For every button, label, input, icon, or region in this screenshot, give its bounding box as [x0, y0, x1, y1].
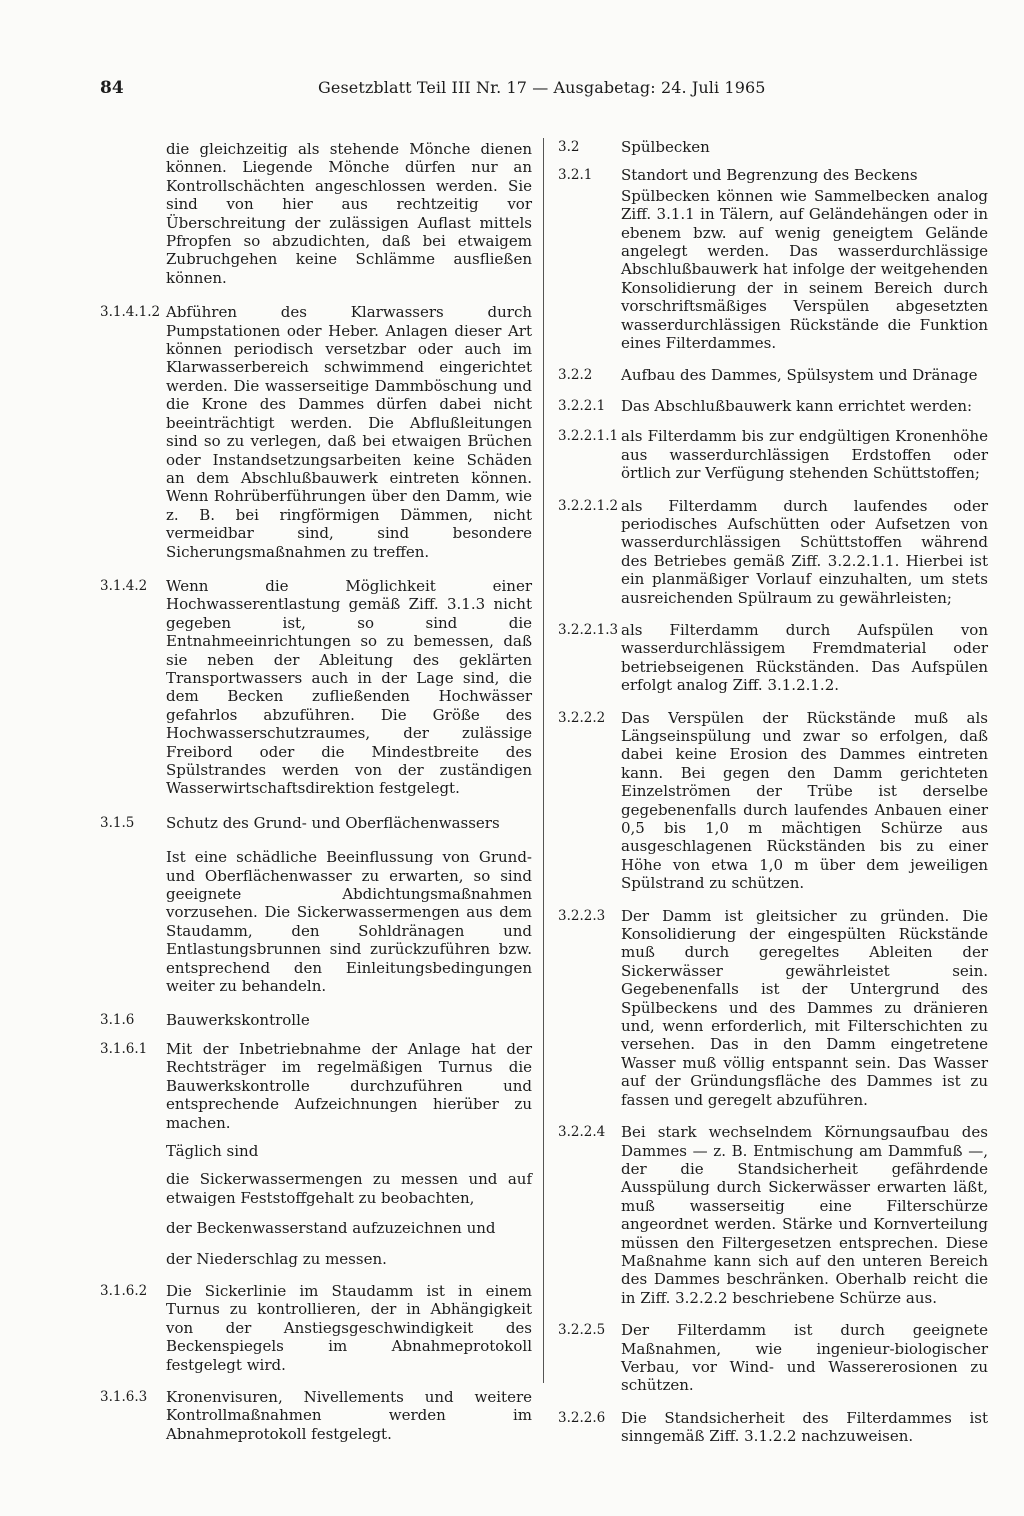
section-3-2-2-1-3: [558, 621, 988, 695]
section-3-1-6-1: [100, 1040, 532, 1132]
section-text: Das Verspülen der Rückstände muß als Längseinspülung und zwar so erfolgen, daß dabei keine Erosion des Dammes eintreten kann. Bei gegen den Damm gerichteten Einzelströmen der Trübe ist derselbe gegebenenfalls durch laufendes Anbauen einer 0,5 bis 1,0 m mächtigen Schürze aus ausgeschlagenen Rückständen bis zu einer Höhe von etwa 1,0 m über dem jeweiligen Spülstrand zu schützen.: [621, 708, 988, 893]
section-number: 3.1.6.3: [100, 1388, 148, 1405]
section-number: 3.2.2.1.1: [558, 428, 619, 445]
section-number: 3.1.5: [100, 814, 135, 831]
section-number: 3.1.6: [100, 1012, 135, 1029]
section-3-2-2-1: [558, 397, 988, 415]
continuation-paragraph: die gleichzeitig als stehende Mönche dienen können. Liegende Mönche dürfen nur an Kontrollschächten angeschlossen werden. Sie sind von hier aus rechtzeitig vor Überschreitung der zulässigen Auflast mittels Pfropfen so abzudichten, daß bei etwaigem Zubruchgehen keine Schlämme ausfließen können.: [166, 140, 532, 287]
section-3-2-2-2: [558, 709, 988, 893]
daily-item: der Niederschlag zu messen.: [166, 1249, 387, 1268]
right-column: [558, 138, 988, 1446]
section-number: 3.2.2.1.2: [558, 497, 619, 514]
section-3-2-2-1-2: [558, 497, 988, 607]
section-3-2-2-6: [558, 1409, 988, 1446]
section-3-1-6-2: [100, 1282, 532, 1374]
section-text: Ist eine schädliche Beeinflussung von Grund- und Oberflächenwasser zu erwarten, so sind geeignete Abdichtungsmaßnahmen vorzusehen. Die Sickerwassermengen aus dem Staudamm, den Sohldränagen und Entlastungsbrunnen sind zurückzuführen bzw. entsprechend den Einleitungsbedingungen weiter zu behandeln.: [166, 848, 532, 996]
section-3-2-2-4: [558, 1123, 988, 1307]
section-number: 3.2.2.4: [558, 1124, 606, 1141]
section-3-1-6: [100, 1011, 532, 1029]
daily-item: die Sickerwassermengen zu messen und auf etwaigen Feststoffgehalt zu beobachten,: [166, 1170, 532, 1207]
section-number: 3.2.2.6: [558, 1409, 606, 1426]
section-number: 3.2.2.5: [558, 1322, 606, 1339]
section-text: Wenn die Möglichkeit einer Hochwasserentlastung gemäß Ziff. 3.1.3 nicht gegeben ist, so sind die Entnahmeeinrichtungen so zu bemessen, daß sie neben der Ableitung des geklärten Transportwassers auch in der Lage sind, die dem Becken zufließenden Hochwässer gefahrlos abzuführen. Die Größe des Hochwasserschutzraumes, der zulässige Freibord oder die Mindestbreite des Spülstrandes werden von der zuständigen Wasserwirtschaftsdirektion festgelegt.: [166, 576, 532, 798]
section-number: 3.1.6.2: [100, 1282, 148, 1299]
section-number: 3.2.2: [558, 367, 593, 384]
section-3-2-2-3: [558, 907, 988, 1109]
page-number: 84: [100, 78, 124, 98]
section-text: Das Abschlußbauwerk kann errichtet werden:: [621, 396, 973, 415]
section-3-1-5: [100, 814, 532, 832]
section-3-2-2-5: [558, 1321, 988, 1395]
daily-item: der Beckenwasserstand aufzuzeichnen und: [166, 1219, 496, 1238]
section-text: Die Standsicherheit des Filterdammes ist sinngemäß Ziff. 3.1.2.2 nachzuweisen.: [621, 1408, 988, 1446]
section-heading: Standort und Begrenzung des Beckens: [621, 166, 918, 185]
section-text: als Filterdamm bis zur endgültigen Kronenhöhe aus wasserdurchlässigen Erdstoffen oder örtlich zur Verfügung stehenden Schüttstoffen;: [621, 427, 988, 483]
section-text: Die Sickerlinie im Staudamm ist in einem Turnus zu kontrollieren, der in Abhängigkeit von der Anstiegsgeschwindigkeit des Beckenspiegels im Abnahmeprotokoll festgelegt wird.: [166, 1281, 532, 1374]
section-number: 3.2.2.3: [558, 907, 606, 924]
section-text: als Filterdamm durch Aufspülen von wasserdurchlässigem Fremdmaterial oder betriebseigenen Rückständen. Das Aufspülen erfolgt analog Ziff. 3.1.2.1.2.: [621, 620, 988, 695]
section-text: als Filterdamm durch laufendes oder periodisches Aufschütten oder Aufsetzen von wasserdurchlässigen Schüttstoffen während des Betriebes gemäß Ziff. 3.2.2.1.1. Hierbei ist ein planmäßiger Vorlauf einzuhalten, um stets ausreichenden Spülraum zu gewährleisten;: [621, 496, 988, 607]
running-head: Gesetzblatt Teil III Nr. 17 — Ausgabetag: 24. Juli 1965: [318, 78, 766, 97]
section-text: Spülbecken können wie Sammelbecken analog Ziff. 3.1.1 in Tälern, auf Geländehängen oder in ebenem bzw. auf wenig geneigtem Gelände angelegt werden. Das wasserdurchlässige Abschlußbauwerk hat infolge der weitgehenden Konsolidierung der in seinem Bereich durch vorschriftsmäßiges Verspülen abgesetzten wasserdurchlässigen Rückstände die Funktion eines Filterdammes.: [621, 186, 988, 353]
section-3-2-2-1-1: [558, 427, 988, 482]
section-text: Der Damm ist gleitsicher zu gründen. Die Konsolidierung der eingespülten Rückstände muß durch geregeltes Ableiten der Sickerwässer gewährleistet sein. Gegebenenfalls ist der Untergrund des Spülbeckens und des Dammes zu dränieren und, wenn erforderlich, mit Filterschichten zu versehen. Das in den Damm eingetretene Wasser muß völlig entspannt sein. Das Wasser auf der Gründungsfläche des Dammes ist zu fassen und geregelt abzuführen.: [621, 906, 988, 1109]
section-3-1-4-2: [100, 577, 532, 798]
daily-intro: Täglich sind: [166, 1141, 259, 1160]
section-heading: Aufbau des Dammes, Spülsystem und Dränage: [621, 366, 978, 385]
section-number: 3.2.2.1: [558, 397, 606, 414]
section-text: Kronenvisuren, Nivellements und weitere Kontrollmaßnahmen werden im Abnahmeprotokoll festgelegt.: [166, 1387, 532, 1443]
section-number: 3.2.1: [558, 167, 593, 184]
section-heading: Schutz des Grund- und Oberflächenwassers: [166, 813, 500, 832]
column-divider: [543, 138, 544, 1383]
section-3-2-2: [558, 366, 988, 384]
section-3-2: [558, 138, 988, 156]
section-text: Abführen des Klarwassers durch Pumpstationen oder Heber. Anlagen dieser Art können periodisch versetzbar oder auch im Klarwasserbereich schwimmend eingerichtet werden. Die wasserseitige Dammböschung und die Krone des Dammes dürfen dabei nicht beeinträchtigt werden. Die Abflußleitungen sind so zu verlegen, daß bei etwaigen Brüchen oder Instandsetzungsarbeiten keine Schäden an dem Abschlußbauwerk eintreten können. Wenn Rohrüberführungen über den Damm, wie z. B. bei ringförmigen Dämmen, nicht vermeidbar sind, sind besondere Sicherungsmaßnahmen zu treffen.: [166, 303, 532, 561]
section-3-2-1: [558, 166, 988, 184]
left-column: [100, 140, 532, 1443]
section-number: 3.2: [558, 139, 580, 155]
section-3-1-4-1-2: [100, 303, 532, 561]
section-text: Bei stark wechselndem Körnungsaufbau des Dammes — z. B. Entmischung am Dammfuß —, der die Standsicherheit gefährdende Ausspülung durch Sickerwässer erwarten läßt, muß wasserseitig eine Filterschürze angeordnet werden. Stärke und Kornverteilung müssen den Filtergesetzen entsprechen. Diese Maßnahme kann sich auf den unteren Bereich des Dammes beschränken. Oberhalb reicht die in Ziff. 3.2.2.2 beschriebene Schürze aus.: [621, 1123, 988, 1307]
section-number: 3.1.4.1.2: [100, 304, 161, 321]
section-number: 3.1.4.2: [100, 577, 148, 594]
section-text: Der Filterdamm ist durch geeignete Maßnahmen, wie ingenieur-biologischer Verbau, vor Wind- und Wassererosionen zu schützen.: [621, 1321, 988, 1395]
section-heading: Spülbecken: [621, 138, 710, 156]
section-number: 3.2.2.2: [558, 709, 606, 726]
section-number: 3.2.2.1.3: [558, 621, 619, 638]
section-number: 3.1.6.1: [100, 1040, 148, 1057]
section-heading: Bauwerkskontrolle: [166, 1011, 310, 1030]
page-header: [0, 78, 1024, 108]
section-3-1-6-3: [100, 1388, 532, 1443]
section-text: Mit der Inbetriebnahme der Anlage hat der Rechtsträger im regelmäßigen Turnus die Bauwerkskontrolle durchzuführen und entsprechende Aufzeichnungen hierüber zu machen.: [166, 1039, 532, 1132]
